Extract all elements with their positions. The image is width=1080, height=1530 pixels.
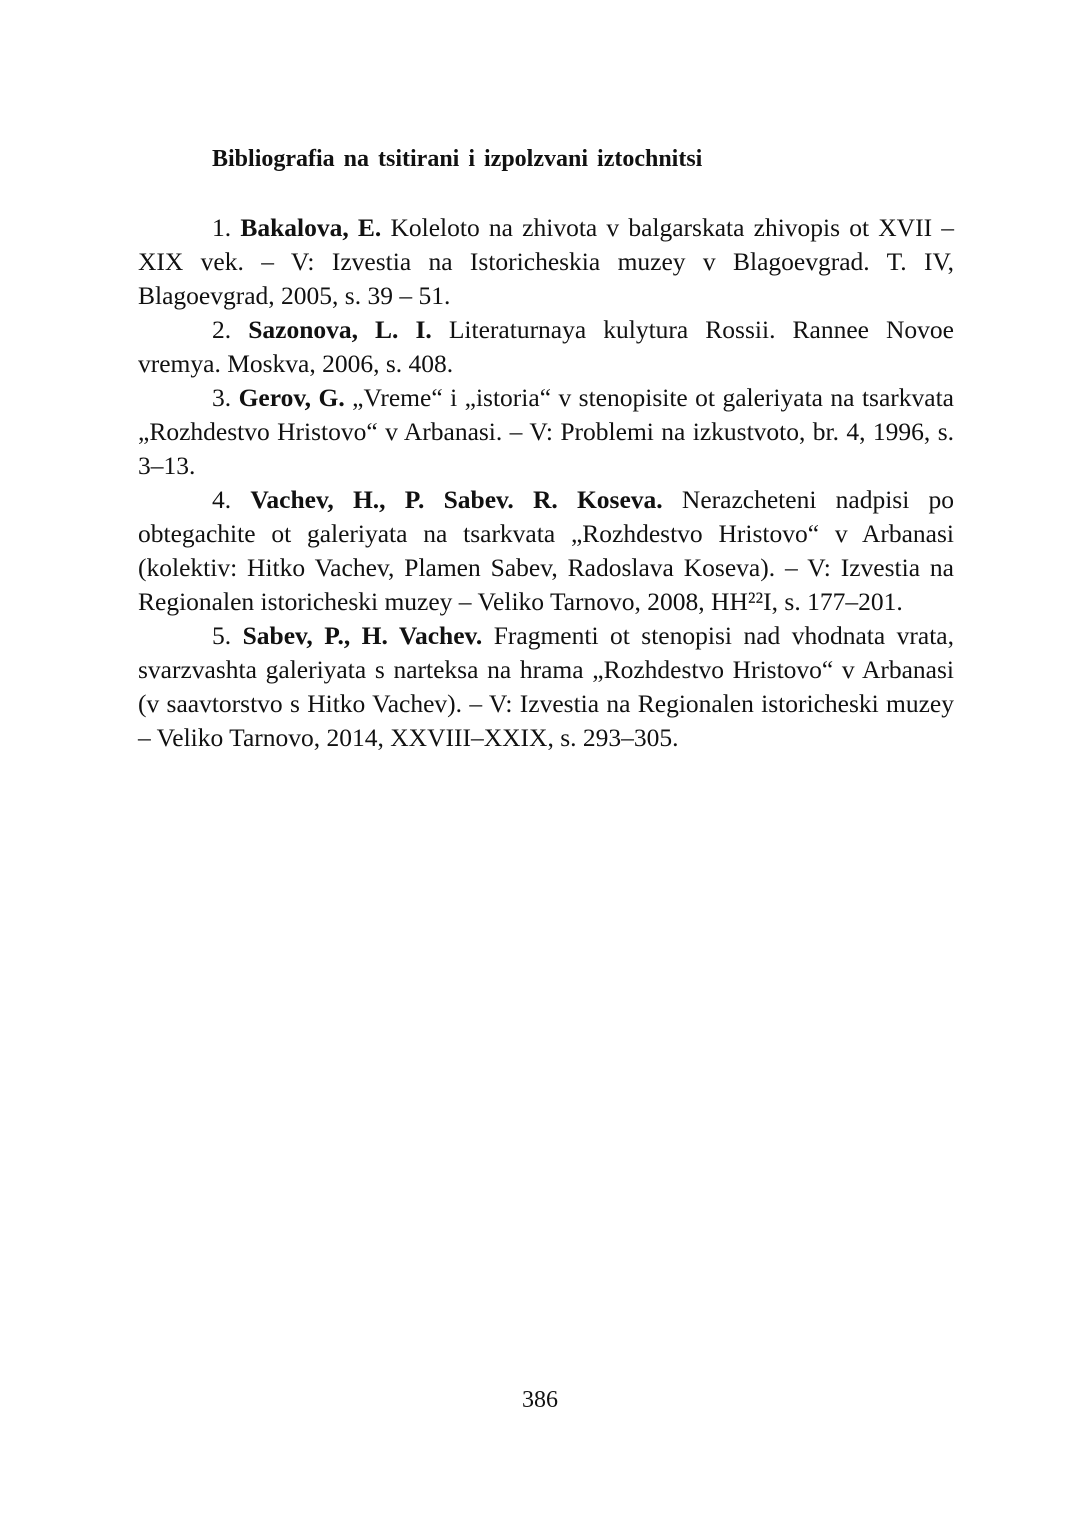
bibliography-heading: Bibliografia na tsitirani i izpolzvani iztochnitsi [212, 146, 703, 172]
page-number: 386 [522, 1387, 558, 1413]
reference-number: 5. [212, 621, 232, 650]
reference-authors: Sabev, P., H. Vachev. [242, 621, 483, 650]
reference-item [138, 483, 954, 619]
reference-authors: Sazonova, L. I. [248, 315, 432, 344]
reference-item [138, 619, 954, 755]
reference-text: Nerazcheteni nadpisi po obtegachite ot galeriyata na tsarkvata „Rozhdestvo Hristovo“ v Arbanasi (kolektiv: Hitko Vachev, Plamen Sabev, Radoslava Koseva). – V: Izvestia na Regionalen istoricheski muzey – Veliko Tarnovo, 2008, HH²²I, s. 177–201. [138, 485, 955, 616]
reference-text: Koleloto na zhivota v balgarskata zhivopis ot XVII – XIX vek. – V: Izvestia na Istoricheskia muzey v Blagoevgrad. T. IV, Blagoevgrad, 2005, s. 39 – 51. [138, 213, 955, 310]
reference-text: Literaturnaya kulytura Rossii. Rannee Novoe vremya. Moskva, 2006, s. 408. [138, 315, 954, 378]
reference-item [138, 211, 954, 313]
reference-number: 1. [212, 213, 232, 242]
reference-authors: Vachev, H., P. Sabev. R. Koseva. [250, 485, 663, 514]
reference-number: 3. [212, 383, 232, 412]
reference-text: „Vreme“ i „istoria“ v stenopisite ot galeriyata na tsarkvata „Rozhdestvo Hristovo“ v Arbanasi. – V: Problemi na izkustvoto, br. 4, 1996, s. 3–13. [138, 383, 954, 480]
reference-item [138, 313, 954, 381]
reference-number: 4. [212, 485, 232, 514]
reference-authors: Gerov, G. [238, 383, 345, 412]
reference-authors: Bakalova, E. [240, 213, 382, 242]
reference-item [138, 381, 954, 483]
reference-number: 2. [212, 315, 232, 344]
reference-list [138, 211, 954, 755]
reference-text: Fragmenti ot stenopisi nad vhodnata vrata, svarzvashta galeriyata s narteksa na hrama „Rozhdestvo Hristovo“ v Arbanasi (v saavtorstvo s Hitko Vachev). – V: Izvestia na Regionalen istoricheski muzey – Veliko Tarnovo, 2014, XXVIII–XXIX, s. 293–305. [138, 621, 954, 752]
